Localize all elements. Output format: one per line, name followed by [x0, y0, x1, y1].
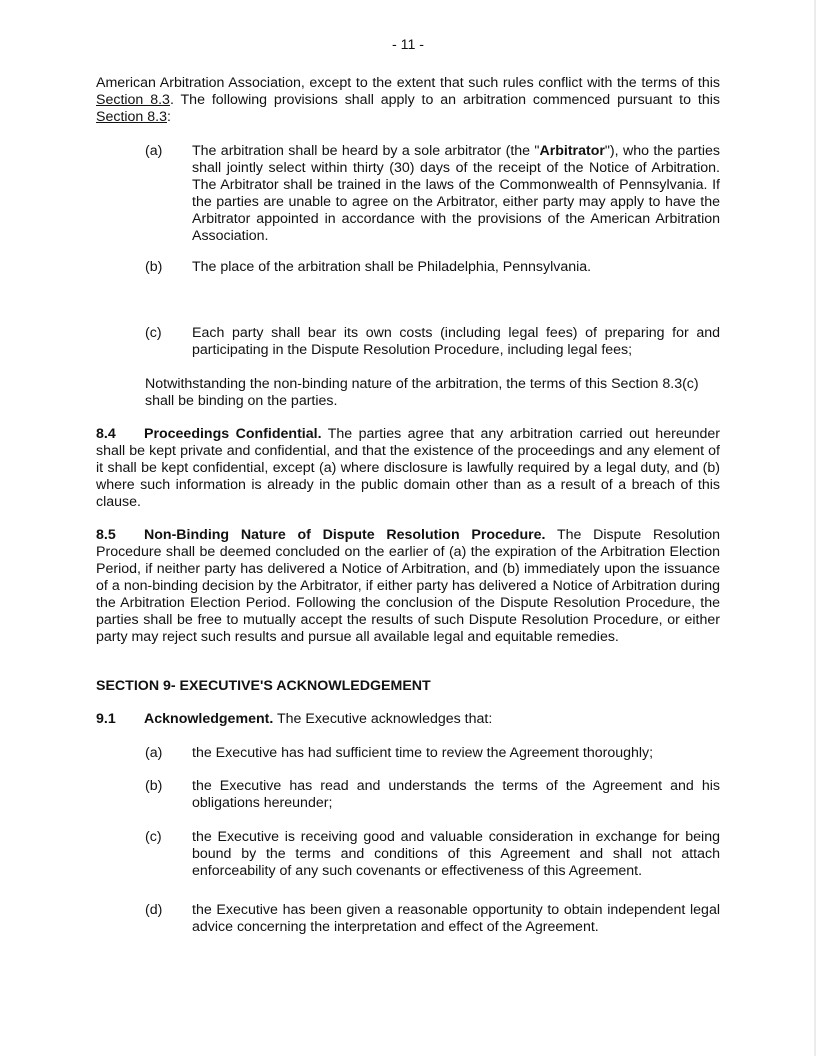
list-item-9-1-c — [145, 829, 720, 880]
intro-text-2: . The following provisions shall apply to an arbitration commenced pursuant to this — [169, 92, 720, 108]
list-item-label: (c) — [145, 325, 162, 341]
section-body — [96, 527, 720, 646]
section-number: 9.1 — [96, 711, 116, 727]
section-body — [144, 711, 720, 728]
list-item-text — [192, 143, 720, 245]
list-item-text: the Executive has had sufficient time to review the Agreement thoroughly; — [192, 745, 654, 761]
list-item-label: (b) — [145, 259, 163, 275]
intro-text-1: American Arbitration Association, except to the extent that such rules conflict with the terms of this — [96, 75, 720, 91]
section-8-4 — [96, 426, 720, 511]
section-number: 8.5 — [96, 527, 116, 543]
list-item-8-3-c — [145, 325, 720, 359]
section-9-1 — [96, 711, 720, 728]
list-item-8-3-b — [145, 259, 720, 276]
section-number: 8.4 — [96, 426, 116, 442]
section-text: The parties agree that any arbitration carried out hereunder shall be kept private and confidential, and that the existence of the proceedings and any element of it shall be kept confidential, except (a) where disclosure is lawfully required by a legal duty, and (b) where such information is already in the public domain other than as a result of a breach of this clause. — [96, 426, 720, 510]
list-item-text: the Executive is receiving good and valuable consideration in exchange for being bound by the terms and conditions of this Agreement and shall not attach enforceability of any such covenants or effectiveness of this Agreement. — [192, 829, 720, 879]
section-title: Acknowledgement. — [144, 711, 274, 727]
list-item-label: (d) — [145, 902, 163, 918]
list-item-9-1-a — [145, 745, 720, 762]
section-title: Proceedings Confidential. — [144, 426, 322, 442]
defined-term: Arbitrator — [539, 143, 605, 159]
list-item-label: (a) — [145, 745, 163, 761]
section-8-5 — [96, 527, 720, 646]
section-body — [96, 426, 720, 511]
section-reference-link: Section 8.3 — [96, 109, 167, 125]
list-item-8-3-a — [145, 143, 720, 245]
list-item-text: the Executive has read and understands the terms of the Agreement and his obligations hereunder; — [192, 778, 720, 811]
intro-paragraph — [96, 75, 720, 126]
notwithstanding-paragraph: Notwithstanding the non-binding nature of the arbitration, the terms of this Section 8.3(c) shall be binding on the parties. — [145, 376, 699, 409]
list-item-9-1-b — [145, 778, 720, 812]
list-item-label: (b) — [145, 778, 163, 794]
section-title: Non-Binding Nature of Dispute Resolution Procedure. — [144, 527, 546, 543]
intro-text-3: : — [167, 109, 171, 125]
list-item-text-part: The arbitration shall be heard by a sole arbitrator (the " — [192, 143, 540, 159]
list-item-text-part: "), who the parties shall jointly select within thirty (30) days of the receipt of the Notice of Arbitration. The Arbitrator shall be trained in the laws of the Commonwealth of Pennsylvania. If the parties are unable to agree on the Arbitrator, either party may apply to have the Arbitrator appointed in accordance with the provisions of the American Arbitration Association. — [192, 143, 720, 244]
list-item-label: (a) — [145, 143, 163, 159]
list-item-9-1-d — [145, 902, 720, 936]
list-item-text: the Executive has been given a reasonable opportunity to obtain independent legal advice concerning the interpretation and effect of the Agreement. — [192, 902, 720, 935]
section-text: The Dispute Resolution Procedure shall be deemed concluded on the earlier of (a) the expiration of the Arbitration Election Period, if neither party has delivered a Notice of Arbitration, and (b) immediately upon the issuance of a non-binding decision by the Arbitrator, if either party has delivered a Notice of Arbitration during the Arbitration Election Period. Following the conclusion of the Dispute Resolution Procedure, the parties shall be free to mutually accept the results of such Dispute Resolution Procedure, or either party may reject such results and pursue all available legal and equitable remedies. — [96, 527, 720, 645]
section-reference-link: Section 8.3 — [96, 92, 170, 108]
section-9-heading: SECTION 9- EXECUTIVE'S ACKNOWLEDGEMENT — [96, 678, 431, 694]
list-item-text: The place of the arbitration shall be Philadelphia, Pennsylvania. — [192, 259, 592, 275]
list-item-label: (c) — [145, 829, 162, 845]
page-number: - 11 - — [391, 37, 425, 53]
section-text: The Executive acknowledges that: — [273, 711, 493, 727]
list-item-text: Each party shall bear its own costs (including legal fees) of preparing for and participating in the Dispute Resolution Procedure, including legal fees; — [192, 325, 720, 358]
